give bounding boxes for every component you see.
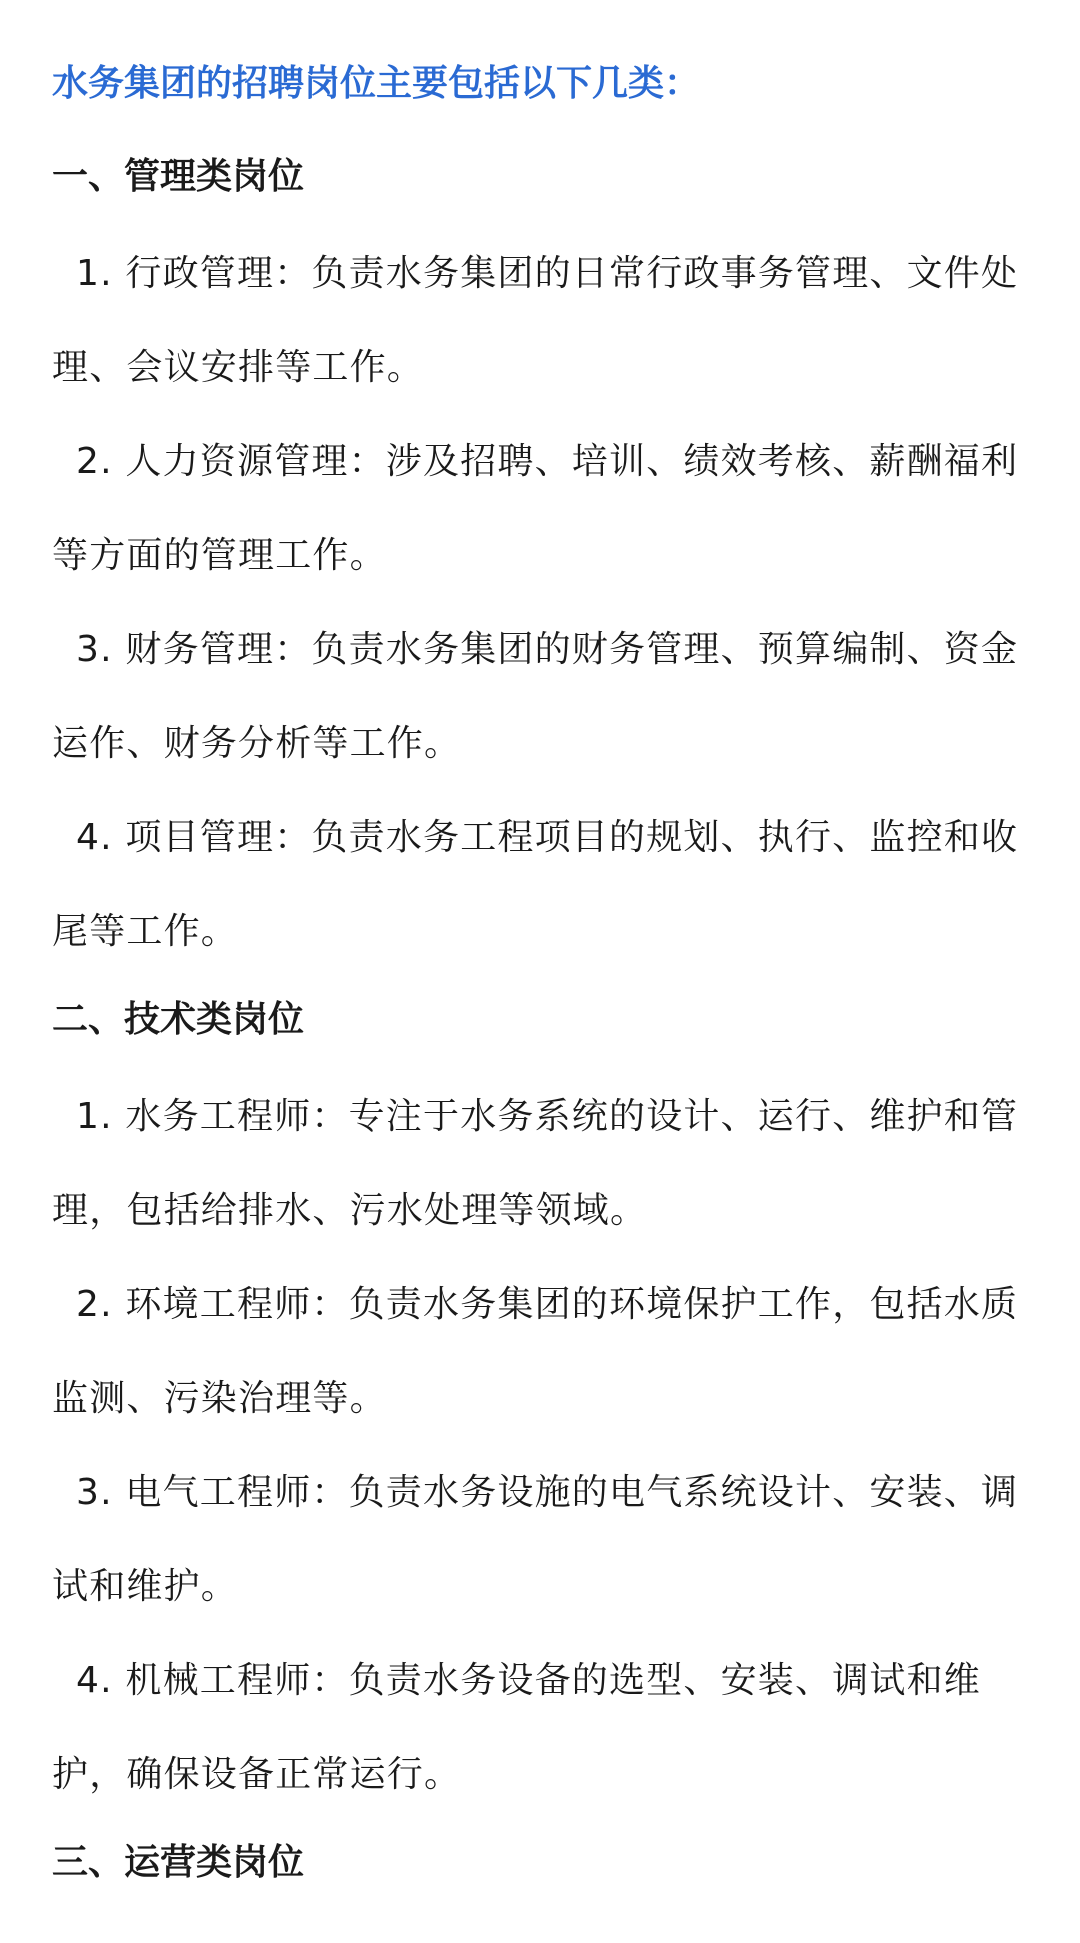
list-item-environmental-engineer: 2. 环境工程师：负责水务集团的环境保护工作，包括水质监测、污染治理等。 (52, 1284, 1019, 1419)
section-heading-technical: 二、技术类岗位 (52, 999, 305, 1040)
list-item-mechanical-engineer: 4. 机械工程师：负责水务设备的选型、安装、调试和维护，确保设备正常运行。 (52, 1660, 981, 1795)
section-heading-operations: 三、运营类岗位 (52, 1842, 305, 1883)
list-item-hr-management: 2. 人力资源管理：涉及招聘、培训、绩效考核、薪酬福利等方面的管理工作。 (52, 441, 1019, 576)
list-item-water-engineer: 1. 水务工程师：专注于水务系统的设计、运行、维护和管理，包括给排水、污水处理等领域。 (52, 1096, 1019, 1231)
list-item-electrical-engineer: 3. 电气工程师：负责水务设施的电气系统设计、安装、调试和维护。 (52, 1472, 1019, 1607)
intro-title: 水务集团的招聘岗位主要包括以下几类： (52, 63, 701, 104)
list-item-finance-management: 3. 财务管理：负责水务集团的财务管理、预算编制、资金运作、财务分析等工作。 (52, 629, 1019, 764)
section-heading-management: 一、管理类岗位 (52, 156, 305, 197)
list-item-admin-management: 1. 行政管理：负责水务集团的日常行政事务管理、文件处理、会议安排等工作。 (52, 253, 1019, 388)
list-item-project-management: 4. 项目管理：负责水务工程项目的规划、执行、监控和收尾等工作。 (52, 817, 1019, 952)
